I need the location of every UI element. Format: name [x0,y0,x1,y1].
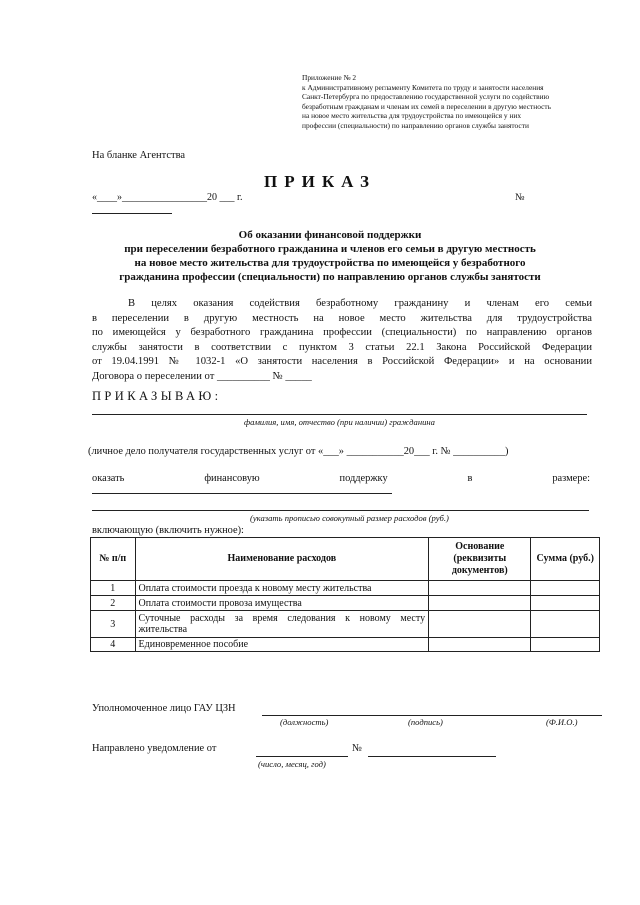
fio-field-line[interactable] [92,414,587,415]
order-heading [80,228,580,284]
preamble-line: службы занятости в соответствии с пунктом 3 статьи 22.1 Закона Российской Федерации [92,341,592,353]
row-basis-cell[interactable] [429,611,531,638]
caption-signature: (подпись) [408,717,443,727]
amount-caption: (указать прописью совокупный размер расходов (руб.) [250,513,449,523]
provide-support-line [92,473,590,484]
preamble-line: по имеющейся у безработного гражданина профессии (специальности) по направлению органов [92,327,592,338]
appendix-note [302,73,602,131]
caption-position: (должность) [280,717,329,727]
row-sum-cell[interactable] [531,638,600,652]
row-name: Оплата стоимости провоза имущества [135,596,429,611]
row-basis-cell[interactable] [429,581,531,596]
preamble-line: в переселении в другую местность на новое место жительства для трудоустройства [92,312,592,324]
appendix-line: профессии (специальности) по направлению органов службы занятости [302,120,529,130]
appendix-line: безработным гражданам и членам их семей в переселении в другую местность [302,101,551,111]
row-name: Суточные расходы за время следования к новому месту жительства [135,611,429,638]
preamble-line: от 19.04.1991 № 1032-1 «О занятости населения в Российской Федерации» и на основании [92,356,592,367]
order-word: ПРИКАЗЫВАЮ: [92,389,222,403]
row-name: Единовременное пособие [135,638,429,652]
table-row [91,596,600,611]
document-title: ПРИКАЗ [264,172,376,191]
appendix-line: Приложение № 2 [302,73,357,82]
notice-date-field[interactable] [256,756,348,757]
signature-label: Уполномоченное лицо ГАУ ЦЗН [92,703,236,714]
preamble-line: Договора о переселении от __________ № _____ [92,370,312,382]
amount-field-line-1[interactable] [92,493,392,494]
expenses-table [90,537,600,652]
number-underline [92,213,172,214]
heading-line: при переселении безработного гражданина и членов его семьи в другую местность [124,243,536,255]
amount-field-line-2[interactable] [92,510,589,511]
table-row [91,638,600,652]
row-name: Оплата стоимости проезда к новому месту жительства [135,581,429,596]
provide-word: поддержку [339,473,388,484]
row-sum-cell[interactable] [531,581,600,596]
row-sum-cell[interactable] [531,596,600,611]
letterhead-note: На бланке Агентства [92,150,186,161]
caption-full-name: (Ф.И.О.) [546,717,578,727]
preamble-line: В целях оказания содействия безработному гражданину и членам его семьи [128,298,592,309]
signature-field-line[interactable] [262,715,602,716]
header-sum: Сумма (руб.) [531,538,600,581]
number-sign: № [515,192,525,203]
header-num: № п/п [91,538,136,581]
personal-file-line: (личное дело получателя государственных услуг от «___» ___________20___ г. № __________) [88,446,509,457]
row-basis-cell[interactable] [429,596,531,611]
row-basis-cell[interactable] [429,638,531,652]
row-num: 1 [91,581,136,596]
row-num: 3 [91,611,136,638]
provide-word: финансовую [204,473,260,484]
header-basis: Основание (реквизиты документов) [429,538,531,581]
table-row [91,581,600,596]
date-line: «____»_________________20 ___ г. [92,192,243,203]
notice-number-field[interactable] [368,756,496,757]
heading-line: Об оказании финансовой поддержки [238,229,422,241]
row-num: 4 [91,638,136,652]
provide-word: оказать [92,473,125,484]
including-note: включающую (включить нужное): [92,525,244,536]
notice-number-sign: № [352,743,362,754]
row-sum-cell[interactable] [531,611,600,638]
notice-date-caption: (число, месяц, год) [258,759,326,769]
heading-line: гражданина профессии (специальности) по направлению органов службы занятости [119,271,541,283]
notice-label: Направлено уведомление от [92,743,217,754]
row-num: 2 [91,596,136,611]
appendix-line: на новое место жительства для трудоустройства по имеющейся у них [302,111,522,121]
table-row [91,611,600,638]
provide-word: в [467,473,473,484]
header-name: Наименование расходов [135,538,429,581]
fio-caption: фамилия, имя, отчество (при наличии) гражданина [244,417,435,427]
table-header-row [91,538,600,581]
heading-line: на новое место жительства для трудоустройства по имеющейся у безработного [134,257,526,269]
appendix-line: Санкт-Петербурга по предоставлению государственной услуги по содействию [302,92,550,102]
appendix-line: к Административному регламенту Комитета по труду и занятости населения [302,82,544,92]
preamble-paragraph [92,297,592,384]
provide-word: размере: [552,473,590,484]
